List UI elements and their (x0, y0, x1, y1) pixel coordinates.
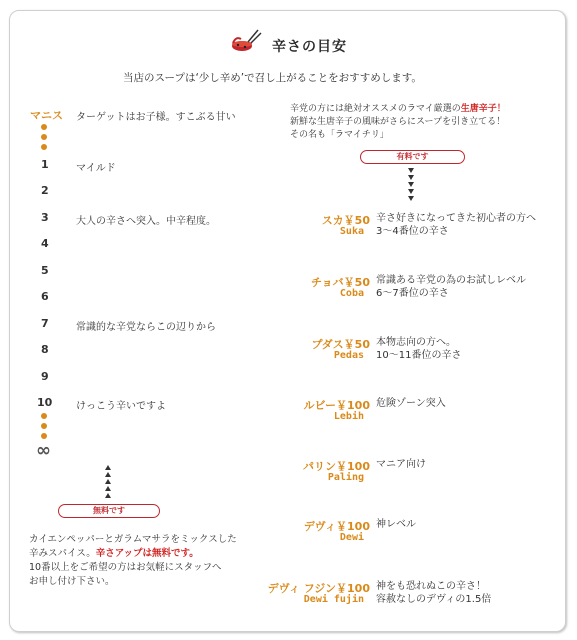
arrow-up-icon (105, 465, 111, 470)
dot-marker (41, 144, 47, 150)
option-name-dewi: デヴィ￥100 (303, 520, 370, 533)
arrow-down-icon (408, 175, 414, 180)
level-label-2: 2 (41, 184, 49, 197)
paid-intro (290, 103, 506, 142)
option-desc-coba: 常識ある辛党の為のお試しレベル 6～7番位の辛さ (376, 275, 526, 299)
level-desc-1: マイルド (76, 163, 116, 174)
free-note-line: カイエンペッパーとガラムマサラをミックスした (29, 534, 237, 545)
option-desc-dewi-fujin: 神をも恐れぬこの辛さ！ 容赦なしのデヴィの1.5倍 (376, 581, 492, 605)
arrow-down-icon (408, 168, 414, 173)
option-name-pedas: プダス￥50 (311, 338, 370, 351)
fresh-chili-highlight: 生唐辛子！ (460, 104, 506, 114)
level-label-6: 6 (41, 290, 49, 303)
level-label-8: 8 (41, 343, 49, 356)
free-upgrade-highlight: 辛さアップは無料です。 (95, 548, 199, 559)
option-desc-lebih: 危険ゾーン突入 (376, 398, 446, 409)
arrow-down-icon (408, 189, 414, 194)
paid-intro-line: 新鮮な生唐辛子の風味がさらにスープを引き立てる！ (290, 117, 506, 127)
option-desc-pedas: 本物志向の方へ。 10～11番位の辛さ (376, 337, 462, 361)
dot-marker (41, 423, 47, 429)
arrow-up-icon (105, 486, 111, 491)
level-desc-7: 常識的な辛党ならこの辺りから (76, 322, 216, 333)
option-name-suka: スカ￥50 (321, 214, 370, 227)
option-latin-dewi-fujin: Dewi fujin (303, 594, 364, 605)
option-latin-dewi: Dewi (339, 532, 364, 543)
option-name-lebih: ルビー￥100 (303, 399, 370, 412)
level-label-10: 10 (37, 396, 53, 409)
page-subtitle: 当店のスープは‘少し辛め’で召し上がることをおすすめします。 (123, 72, 422, 84)
level-label-4: 4 (41, 237, 49, 250)
arrow-down-icon (408, 196, 414, 201)
option-desc-suka: 辛さ好きになってきた初心者の方へ 3～4番位の辛さ (376, 213, 536, 237)
option-desc-paling: マニア向け (376, 459, 426, 470)
paid-badge: 有料です (360, 150, 465, 164)
option-latin-paling: Paling (327, 472, 364, 483)
option-name-paling: パリン￥100 (303, 460, 370, 473)
level-label-5: 5 (41, 264, 49, 277)
free-badge: 無料です (58, 504, 160, 518)
option-name-coba: チョバ￥50 (311, 276, 370, 289)
dot-marker (41, 124, 47, 130)
paid-intro-line: その名も「ラマイチリ」 (290, 130, 389, 140)
option-latin-pedas: Pedas (333, 350, 364, 361)
option-latin-suka: Suka (339, 226, 364, 237)
option-latin-lebih: Lebih (333, 411, 364, 422)
free-note-line: 10番以上をご希望の方はお気軽にスタッフへ (29, 562, 222, 573)
level-label-3: 3 (41, 211, 49, 224)
level-label-7: 7 (41, 317, 49, 330)
paid-intro-line: 辛党の方には絶対オススメのラマイ厳選の生唐辛子！ (290, 104, 506, 114)
arrow-up-icon (105, 493, 111, 498)
option-name-dewi-fujin: デヴィ フジン￥100 (267, 582, 370, 595)
page-title: 辛さの目安 (272, 39, 347, 55)
free-note (29, 533, 237, 589)
dot-marker (41, 413, 47, 419)
level-label-infinity: ∞ (36, 440, 51, 461)
arrow-down-icon (408, 182, 414, 187)
dot-marker (41, 134, 47, 140)
level-label-manis: マニス (30, 109, 63, 122)
level-label-1: 1 (41, 158, 49, 171)
level-desc-manis: ターゲットはお子様。すこぶる甘い (76, 112, 236, 123)
level-desc-3: 大人の辛さへ突入。中辛程度。 (76, 216, 216, 227)
option-desc-dewi: 神レベル (376, 519, 416, 530)
free-note-line: お申し付け下さい。 (29, 576, 115, 587)
arrow-up-icon (105, 479, 111, 484)
level-desc-10: けっこう辛いですよ (76, 401, 166, 412)
arrow-up-icon (105, 472, 111, 477)
free-note-line: 辛みスパイス。辛さアップは無料です。 (29, 548, 199, 559)
level-label-9: 9 (41, 370, 49, 383)
dot-marker (41, 433, 47, 439)
option-latin-coba: Coba (339, 288, 364, 299)
chili-bowl-icon (228, 26, 262, 54)
